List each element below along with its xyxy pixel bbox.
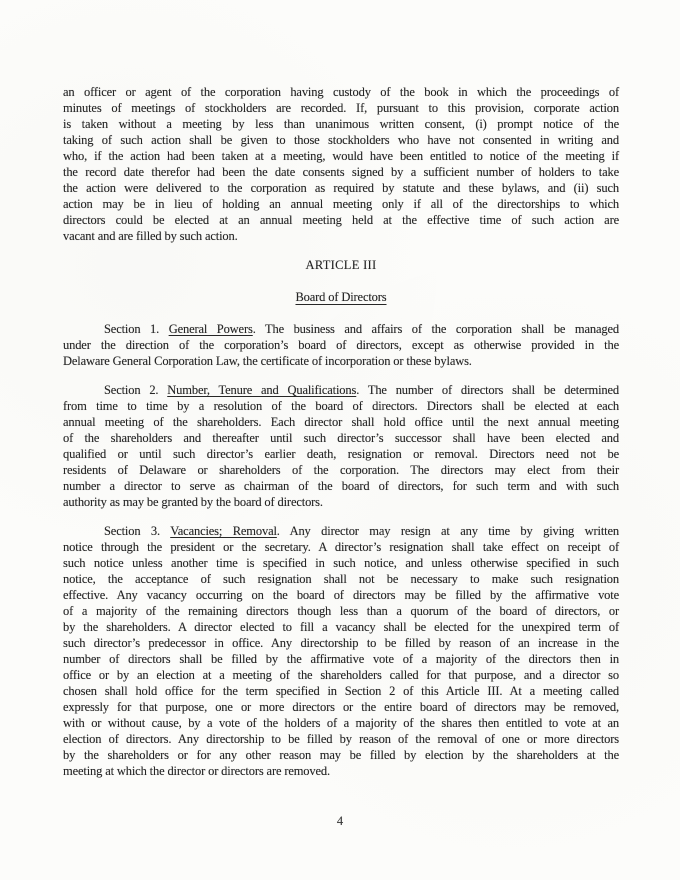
section-title-underlined: Vacancies; Removal	[170, 524, 277, 538]
text-line	[63, 523, 619, 539]
text-line: from time to time by a resolution of the board of directors. Directors shall be elected at each	[63, 399, 619, 413]
article-heading: ARTICLE III	[305, 258, 377, 272]
text-segment: Section 3.	[104, 524, 171, 538]
text-segment: Section 2.	[104, 383, 168, 397]
text-line: with or without cause, by a vote of the holders of a majority of the shares then entitled to vote at an	[63, 716, 619, 730]
text-line: vacant and are filled by such action.	[63, 229, 238, 243]
text-line: notice through the president or the secretary. A director’s resignation shall take effect on receipt of	[63, 540, 619, 554]
text-line: meeting at which the director or directors are removed.	[63, 764, 330, 778]
text-line: the record date therefor had been the date consents signed by a sufficient number of holders to take	[63, 165, 619, 179]
text-line: who, if the action had been taken at a meeting, would have been entitled to notice of the meeting if	[63, 149, 619, 163]
paragraph	[63, 523, 619, 779]
paragraph	[63, 382, 619, 510]
text-line: effective. Any vacancy occurring on the board of directors may be filled by the affirmative vote	[63, 588, 619, 602]
paragraph	[63, 84, 619, 244]
text-line: by the shareholders. A director elected to fill a vacancy shall be elected for the unexpired term of	[63, 620, 619, 634]
article-subtitle	[63, 289, 619, 305]
text-segment: . The number of directors shall be determined	[356, 383, 619, 397]
text-line: taking of such action shall be given to those stockholders who have not consented in writing and	[63, 133, 619, 147]
text-line: such notice unless another time is specified in such notice, and unless otherwise specified in such	[63, 556, 619, 570]
section-title-underlined: Number, Tenure and Qualifications	[167, 383, 357, 397]
text-line: Delaware General Corporation Law, the certificate of incorporation or these bylaws.	[63, 354, 472, 368]
text-line	[63, 321, 619, 337]
text-line: office or by an election at a meeting of the shareholders called for that purpose, and a director so	[63, 668, 619, 682]
text-line: by the shareholders or for any other reason may be filled by election by the shareholders at the	[63, 748, 619, 762]
section-title-underlined: General Powers	[168, 322, 253, 336]
text-line: of a majority of the remaining directors though less than a quorum of the board of directors, or	[63, 604, 619, 618]
text-line: expressly for that purpose, one or more directors or the entire board of directors may be removed,	[63, 700, 619, 714]
text-line: residents of Delaware or shareholders of the corporation. The directors may elect from their	[63, 463, 619, 477]
page-number: 4	[336, 814, 344, 828]
text-segment: . The business and affairs of the corporation shall be managed	[252, 322, 619, 336]
text-line: qualified or until such director’s earlier death, resignation or removal. Directors need not be	[63, 447, 619, 461]
text-segment: Section 1.	[104, 322, 169, 336]
text-line: annual meeting of the shareholders. Each director shall hold office until the next annual meeting	[63, 415, 619, 429]
text-line: number a director to serve as chairman of the board of directors, for such term and with such	[63, 479, 619, 493]
text-line: is taken without a meeting by less than unanimous written consent, (i) prompt notice of the	[63, 117, 619, 131]
text-line	[63, 382, 619, 398]
text-line: such director’s predecessor in office. Any directorship to be filled by reason of an increase in the	[63, 636, 619, 650]
text-line: the action were delivered to the corporation as required by statute and these bylaws, and (ii) such	[63, 181, 619, 195]
text-line: an officer or agent of the corporation having custody of the book in which the proceedings of	[63, 85, 619, 99]
text-line: under the direction of the corporation’s board of directors, except as otherwise provided in the	[63, 338, 619, 352]
document-body	[63, 84, 619, 792]
text-line: notice, the acceptance of such resignation shall not be necessary to make such resignation	[63, 572, 619, 586]
text-line: chosen shall hold office for the term specified in Section 2 of this Article III. At a meeting called	[63, 684, 619, 698]
text-line: of the shareholders and thereafter until such director’s successor shall have been elected and	[63, 431, 619, 445]
text-line: minutes of meetings of stockholders are recorded. If, pursuant to this provision, corporate action	[63, 101, 619, 115]
text-line: authority as may be granted by the board of directors.	[63, 495, 323, 509]
article-subtitle-text: Board of Directors	[295, 290, 387, 304]
text-line: action may be in lieu of holding an annual meeting only if all of the directorships to which	[63, 197, 619, 211]
paragraph	[63, 321, 619, 369]
text-line: directors could be elected at an annual meeting held at the effective time of such action are	[63, 213, 619, 227]
text-segment: . Any director may resign at any time by giving written	[276, 524, 619, 538]
text-line: number of directors shall be filled by the affirmative vote of a majority of the directors then in	[63, 652, 619, 666]
text-line: election of directors. Any directorship to be filled by reason of the removal of one or more directors	[63, 732, 619, 746]
